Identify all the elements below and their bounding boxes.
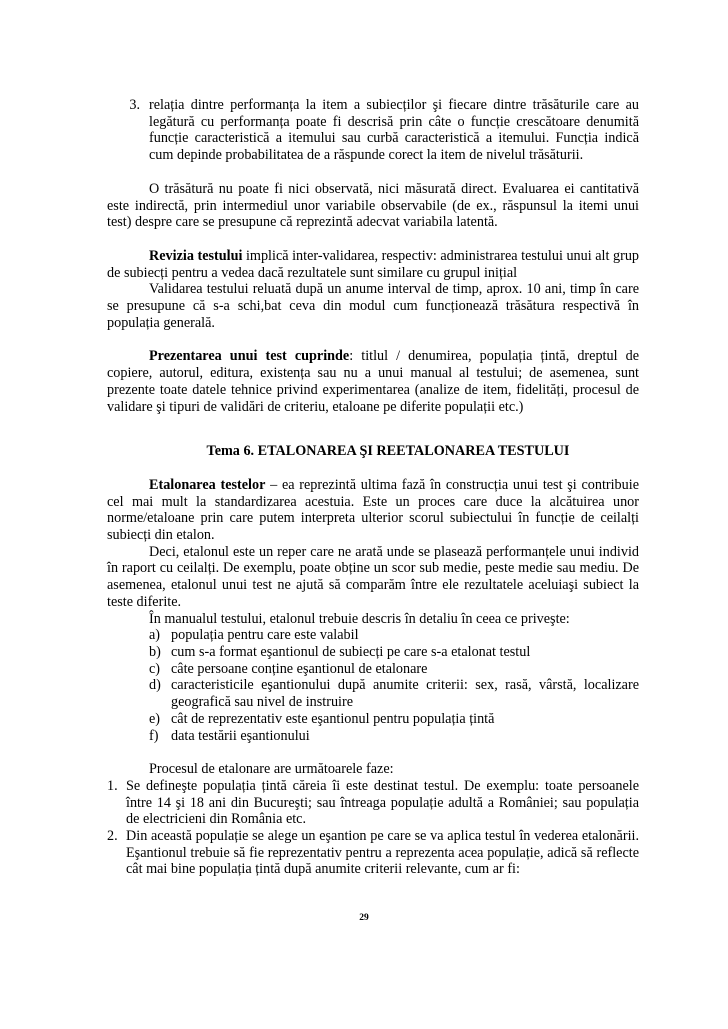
paragraph-etalonarea (107, 477, 639, 544)
prezentare-text: : titlul / denumirea, populația țintă, dreptul de copiere, autorul, editura, existența sau nu a unui manual al testului; de asemenea, sunt prezente toate datele tehnice privind experimentarea (analize de item, fidelități, procesul de validare şi tipuri de validări de criteriu, etaloane pe diferite populații etc.) (107, 348, 639, 415)
list-label: a) (149, 627, 161, 644)
page-number: 29 (359, 913, 369, 923)
list-label: f) (149, 727, 159, 744)
paragraph-validare: Validarea testului reluată după un anume interval de timp, aprox. 10 ani, timp în care se presupune că s-a schi,bat ceva din modul cum funcționează trăsătura respectivă în populația generală. (107, 281, 639, 331)
list-item-c (107, 661, 639, 678)
list-text: populația pentru care este valabil (171, 627, 359, 644)
list-item-d (107, 677, 639, 710)
list-label: b) (149, 643, 161, 660)
revizia-text: implică inter-validarea, respectiv: administrarea testului unui alt grup de subiecți pentru a vedea dacă rezultatele sunt similare cu grupul inițial (107, 247, 640, 281)
list-label: e) (149, 710, 161, 727)
list-label: c) (149, 660, 161, 677)
list-text: relația dintre performanța la item a subiecților şi fiecare dintre trăsăturile care au legătură cu performanța poate fi descrisă prin câte o funcție crescătoare denumită funcție caracteristică a itemului sau curbă caracteristică a itemului. Funcția indică cum depinde probabilitatea de a răspunde corect la item de nivelul trăsăturii. (149, 97, 639, 164)
etalonarea-heading: Etalonarea testelor (149, 476, 266, 493)
list-text: data testării eşantionului (171, 727, 310, 744)
list-label: d) (149, 677, 161, 694)
list-item-3 (107, 97, 639, 164)
etalonarea-text: – ea reprezintă ultima fază în construcția unui test şi contribuie cel mai mult la standardizarea acestuia. Este un proces care duce la alcătuirea unor norme/etaloane prin care putem interpreta ulterior scorul subiectului în funcție de ceilalți subiecți din etalon. (107, 476, 639, 544)
list-item-f (107, 728, 639, 745)
paragraph-prezentare (107, 348, 639, 415)
list-text: caracteristicile eşantionului după anumite criterii: sex, rasă, vârstă, localizare geografică sau nivel de instruire (171, 677, 639, 711)
paragraph-deci: Deci, etalonul este un reper care ne arată unde se plasează performanțele unui individ în raport cu ceilalți. De exemplu, poate obține un scor sub medie, peste medie sau mediu. De asemenea, etalonul unui test ne ajută să comparăm între ele rezultatele aceluiaşi subiect la teste diferite. (107, 543, 639, 610)
section-title: Tema 6. ETALONAREA ŞI REETALONAREA TESTULUI (206, 443, 570, 460)
list-item-a (107, 627, 639, 644)
list-text: cât de reprezentativ este eşantionul pentru populația țintă (171, 710, 495, 727)
paragraph-revizia (107, 248, 639, 281)
list-text: cum s-a format eşantionul de subiecți pe care s-a etalonat testul (171, 643, 531, 660)
page-content (107, 97, 639, 878)
list-item-e (107, 711, 639, 728)
list-number: 3. (129, 97, 140, 113)
list-text: Se defineşte populația țintă căreia îi este destinat testul. De exemplu: toate persoanele între 14 şi 18 ani din Bucureşti; sau întreaga populație adultă a României; sau populația de electricieni din România etc. (126, 777, 639, 828)
list-text: Din această populație se alege un eşantion pe care se va aplica testul în vederea etalonării. Eşantionul trebuie să fie reprezentativ pentru a reprezenta acea populație, adică să reflecte cât mai bine populația țintă după anumite criterii relevante, cum ar fi: (126, 828, 639, 878)
prezentare-heading: Prezentarea unui test cuprinde (149, 348, 350, 365)
revizia-heading: Revizia testului (149, 247, 243, 264)
list-item-b (107, 644, 639, 661)
list-text: câte persoane conține eşantionul de etalonare (171, 660, 428, 677)
faza-item-1 (107, 778, 639, 828)
paragraph-faze: Procesul de etalonare are următoarele faze: (149, 761, 394, 778)
list-number: 2. (107, 828, 118, 845)
paragraph-trait: O trăsătură nu poate fi nici observată, nici măsurată direct. Evaluarea ei cantitativă este indirectă, prin intermediul unor variabile observabile (de ex., răspunsul la itemi unui test) despre care se presupune că reprezintă adecvat variabila latentă. (107, 180, 639, 231)
paragraph-manual: În manualul testului, etalonul trebuie descris în detaliu în ceea ce priveşte: (149, 610, 570, 627)
faza-item-2 (107, 828, 639, 878)
list-number: 1. (107, 777, 118, 794)
